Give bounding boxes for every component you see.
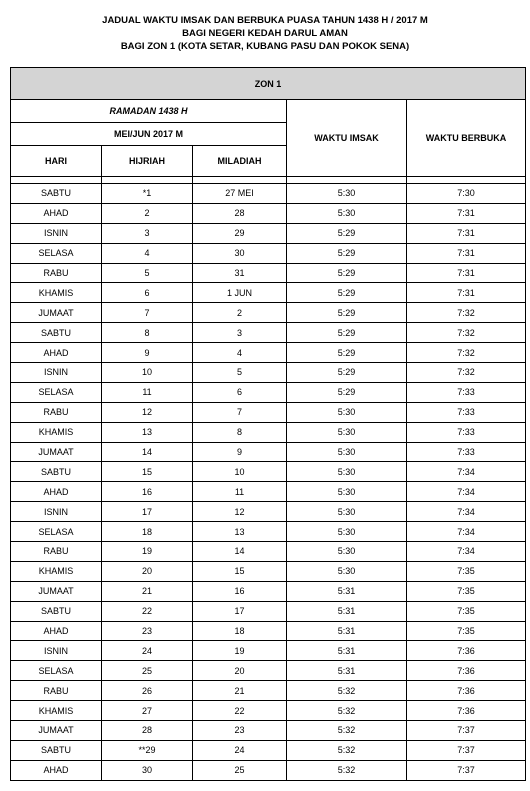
hijriah-cell: 30 (102, 760, 193, 780)
hijriah-cell: 11 (102, 382, 193, 402)
hari-cell: ISNIN (11, 641, 102, 661)
zone-row (11, 68, 526, 100)
hari-cell: AHAD (11, 760, 102, 780)
hijriah-cell: 7 (102, 303, 193, 323)
miladiah-cell: 4 (193, 343, 287, 363)
table-row (11, 363, 526, 383)
berbuka-cell: 7:34 (407, 482, 526, 502)
berbuka-cell: 7:34 (407, 502, 526, 522)
imsak-cell: 5:29 (287, 243, 407, 263)
hari-cell: ISNIN (11, 502, 102, 522)
hijriah-cell: **29 (102, 740, 193, 760)
hijriah-cell: 17 (102, 502, 193, 522)
imsak-cell: 5:29 (287, 283, 407, 303)
table-row (11, 522, 526, 542)
miladiah-cell: 21 (193, 681, 287, 701)
berbuka-cell: 7:33 (407, 382, 526, 402)
hijriah-cell: 25 (102, 661, 193, 681)
miladiah-cell: 12 (193, 502, 287, 522)
imsak-cell: 5:29 (287, 223, 407, 243)
imsak-cell: 5:32 (287, 681, 407, 701)
table-row (11, 681, 526, 701)
imsak-cell: 5:30 (287, 502, 407, 522)
miladiah-cell: 8 (193, 422, 287, 442)
hijriah-cell: 23 (102, 621, 193, 641)
hari-cell: JUMAAT (11, 303, 102, 323)
miladiah-cell: 9 (193, 442, 287, 462)
hijriah-cell: 12 (102, 402, 193, 422)
hijriah-cell: 4 (102, 243, 193, 263)
hijriah-cell: 9 (102, 343, 193, 363)
table-row (11, 382, 526, 402)
berbuka-cell: 7:33 (407, 402, 526, 422)
imsak-cell: 5:32 (287, 701, 407, 721)
table-row (11, 184, 526, 204)
miladiah-cell: 30 (193, 243, 287, 263)
miladiah-cell: 14 (193, 542, 287, 562)
table-row (11, 482, 526, 502)
hari-cell: KHAMIS (11, 422, 102, 442)
imsak-cell: 5:31 (287, 621, 407, 641)
imsak-cell: 5:31 (287, 661, 407, 681)
berbuka-cell: 7:34 (407, 462, 526, 482)
miladiah-cell: 13 (193, 522, 287, 542)
miladiah-cell: 16 (193, 581, 287, 601)
table-row (11, 542, 526, 562)
hari-cell: RABU (11, 681, 102, 701)
hari-cell: AHAD (11, 621, 102, 641)
hari-cell: ISNIN (11, 223, 102, 243)
berbuka-cell: 7:31 (407, 263, 526, 283)
imsak-cell: 5:30 (287, 203, 407, 223)
table-row (11, 740, 526, 760)
table-row (11, 760, 526, 780)
table-row (11, 343, 526, 363)
hijriah-cell: 18 (102, 522, 193, 542)
miladiah-cell: 22 (193, 701, 287, 721)
hijriah-cell: 28 (102, 721, 193, 741)
hari-cell: RABU (11, 542, 102, 562)
imsak-cell: 5:31 (287, 641, 407, 661)
table-row (11, 442, 526, 462)
hijriah-cell: 21 (102, 581, 193, 601)
imsak-cell: 5:29 (287, 382, 407, 402)
berbuka-header: WAKTU BERBUKA (407, 100, 526, 177)
miladiah-cell: 18 (193, 621, 287, 641)
table-row (11, 402, 526, 422)
hari-cell: AHAD (11, 203, 102, 223)
miladiah-cell: 19 (193, 641, 287, 661)
miladiah-cell: 2 (193, 303, 287, 323)
imsak-cell: 5:30 (287, 184, 407, 204)
table-row (11, 641, 526, 661)
hari-cell: RABU (11, 263, 102, 283)
miladiah-cell: 27 MEI (193, 184, 287, 204)
table-row (11, 323, 526, 343)
hijriah-cell: *1 (102, 184, 193, 204)
title-line-2: BAGI NEGERI KEDAH DARUL AMAN (182, 28, 348, 39)
hijriah-cell: 3 (102, 223, 193, 243)
hari-cell: SABTU (11, 462, 102, 482)
miladiah-cell: 28 (193, 203, 287, 223)
imsak-cell: 5:29 (287, 303, 407, 323)
miladiah-cell: 17 (193, 601, 287, 621)
miladiah-cell: 10 (193, 462, 287, 482)
miladiah-cell: 1 JUN (193, 283, 287, 303)
table-row (11, 203, 526, 223)
hijriah-cell: 5 (102, 263, 193, 283)
header-spacer (11, 177, 526, 184)
hijriah-cell: 22 (102, 601, 193, 621)
hari-cell: RABU (11, 402, 102, 422)
hari-cell: SELASA (11, 243, 102, 263)
miladiah-header: MILADIAH (193, 146, 287, 177)
miladiah-cell: 7 (193, 402, 287, 422)
title-line-1: JADUAL WAKTU IMSAK DAN BERBUKA PUASA TAHUN 1438 H / 2017 M (102, 15, 428, 26)
zone-label: ZON 1 (11, 68, 526, 100)
month-label: MEI/JUN 2017 M (11, 123, 287, 146)
miladiah-cell: 24 (193, 740, 287, 760)
imsak-cell: 5:30 (287, 542, 407, 562)
berbuka-cell: 7:33 (407, 422, 526, 442)
hari-cell: SABTU (11, 740, 102, 760)
berbuka-cell: 7:32 (407, 363, 526, 383)
berbuka-cell: 7:35 (407, 581, 526, 601)
imsak-cell: 5:30 (287, 402, 407, 422)
miladiah-cell: 29 (193, 223, 287, 243)
day-rows (11, 184, 526, 781)
hari-cell: JUMAAT (11, 721, 102, 741)
imsak-cell: 5:30 (287, 561, 407, 581)
berbuka-cell: 7:34 (407, 542, 526, 562)
hari-cell: SABTU (11, 601, 102, 621)
berbuka-cell: 7:37 (407, 721, 526, 741)
berbuka-cell: 7:35 (407, 621, 526, 641)
berbuka-cell: 7:36 (407, 701, 526, 721)
miladiah-cell: 23 (193, 721, 287, 741)
hijriah-cell: 15 (102, 462, 193, 482)
table-row (11, 283, 526, 303)
hari-cell: SELASA (11, 522, 102, 542)
ramadan-row (11, 100, 526, 123)
hijriah-cell: 26 (102, 681, 193, 701)
hari-cell: ISNIN (11, 363, 102, 383)
table-row (11, 263, 526, 283)
hari-cell: KHAMIS (11, 561, 102, 581)
miladiah-cell: 31 (193, 263, 287, 283)
hijriah-cell: 20 (102, 561, 193, 581)
imsak-cell: 5:29 (287, 323, 407, 343)
berbuka-cell: 7:31 (407, 243, 526, 263)
table-row (11, 581, 526, 601)
hijriah-cell: 16 (102, 482, 193, 502)
imsak-cell: 5:31 (287, 581, 407, 601)
title-line-3: BAGI ZON 1 (KOTA SETAR, KUBANG PASU DAN POKOK SENA) (120, 41, 410, 52)
table-row (11, 303, 526, 323)
schedule-table (10, 67, 526, 781)
hari-header: HARI (11, 146, 102, 177)
table-row (11, 223, 526, 243)
table-row (11, 561, 526, 581)
hari-cell: KHAMIS (11, 701, 102, 721)
hijriah-cell: 6 (102, 283, 193, 303)
miladiah-cell: 15 (193, 561, 287, 581)
hijriah-header: HIJRIAH (102, 146, 193, 177)
miladiah-cell: 3 (193, 323, 287, 343)
imsak-cell: 5:30 (287, 522, 407, 542)
miladiah-cell: 6 (193, 382, 287, 402)
hijriah-cell: 19 (102, 542, 193, 562)
table-header (11, 68, 526, 184)
hari-cell: JUMAAT (11, 581, 102, 601)
table-row (11, 601, 526, 621)
miladiah-cell: 25 (193, 760, 287, 780)
imsak-header: WAKTU IMSAK (287, 100, 407, 177)
table-row (11, 502, 526, 522)
hijriah-cell: 14 (102, 442, 193, 462)
berbuka-cell: 7:35 (407, 561, 526, 581)
table-row (11, 462, 526, 482)
hijriah-cell: 27 (102, 701, 193, 721)
table-row (11, 701, 526, 721)
imsak-cell: 5:31 (287, 601, 407, 621)
berbuka-cell: 7:32 (407, 303, 526, 323)
imsak-cell: 5:32 (287, 740, 407, 760)
hari-cell: AHAD (11, 482, 102, 502)
imsak-cell: 5:30 (287, 422, 407, 442)
imsak-cell: 5:30 (287, 462, 407, 482)
berbuka-cell: 7:30 (407, 184, 526, 204)
table-row (11, 661, 526, 681)
berbuka-cell: 7:31 (407, 203, 526, 223)
berbuka-cell: 7:35 (407, 601, 526, 621)
imsak-cell: 5:29 (287, 363, 407, 383)
document-title (0, 0, 530, 53)
hijriah-cell: 8 (102, 323, 193, 343)
berbuka-cell: 7:33 (407, 442, 526, 462)
hari-cell: JUMAAT (11, 442, 102, 462)
hari-cell: SABTU (11, 184, 102, 204)
berbuka-cell: 7:32 (407, 323, 526, 343)
hari-cell: KHAMIS (11, 283, 102, 303)
imsak-cell: 5:29 (287, 343, 407, 363)
hari-cell: AHAD (11, 343, 102, 363)
table-row (11, 243, 526, 263)
imsak-cell: 5:30 (287, 442, 407, 462)
hijriah-cell: 24 (102, 641, 193, 661)
ramadan-label: RAMADAN 1438 H (11, 100, 287, 123)
berbuka-cell: 7:37 (407, 740, 526, 760)
berbuka-cell: 7:34 (407, 522, 526, 542)
table-row (11, 621, 526, 641)
hijriah-cell: 2 (102, 203, 193, 223)
berbuka-cell: 7:36 (407, 681, 526, 701)
imsak-cell: 5:32 (287, 721, 407, 741)
hari-cell: SELASA (11, 382, 102, 402)
berbuka-cell: 7:31 (407, 283, 526, 303)
imsak-cell: 5:32 (287, 760, 407, 780)
imsak-cell: 5:29 (287, 263, 407, 283)
hari-cell: SABTU (11, 323, 102, 343)
hari-cell: SELASA (11, 661, 102, 681)
miladiah-cell: 20 (193, 661, 287, 681)
berbuka-cell: 7:36 (407, 641, 526, 661)
berbuka-cell: 7:31 (407, 223, 526, 243)
table-row (11, 422, 526, 442)
berbuka-cell: 7:37 (407, 760, 526, 780)
berbuka-cell: 7:32 (407, 343, 526, 363)
miladiah-cell: 5 (193, 363, 287, 383)
berbuka-cell: 7:36 (407, 661, 526, 681)
hijriah-cell: 13 (102, 422, 193, 442)
miladiah-cell: 11 (193, 482, 287, 502)
table-row (11, 721, 526, 741)
imsak-cell: 5:30 (287, 482, 407, 502)
hijriah-cell: 10 (102, 363, 193, 383)
